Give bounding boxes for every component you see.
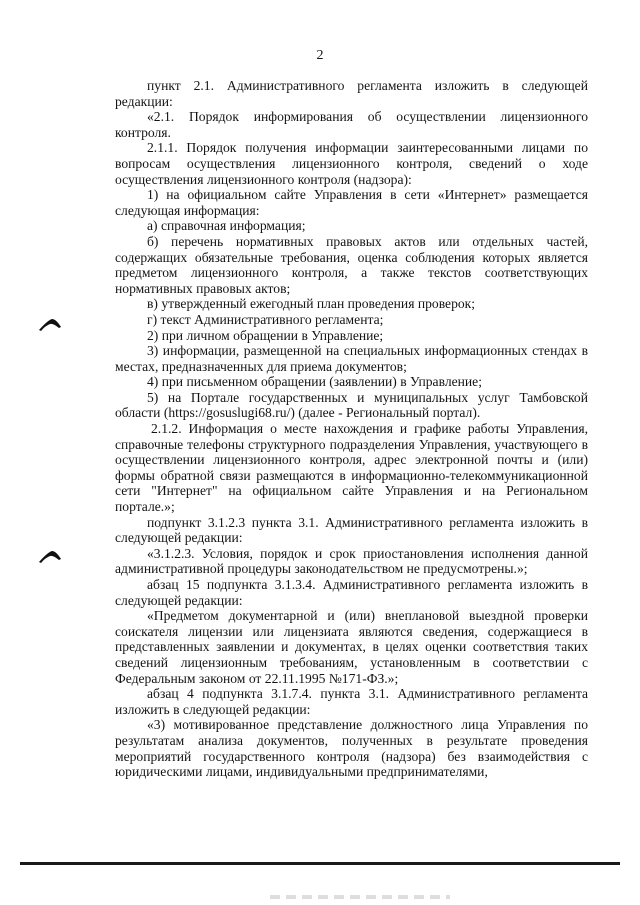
paragraph: «3.1.2.3. Условия, порядок и срок приостановления исполнения данной административной процедуры законодательством не предусмотрены.»; bbox=[115, 545, 588, 577]
paragraph: «3) мотивированное представление должностного лица Управления по результатам анализа документов, полученных в результате проведения мероприятий государственного контроля (надзора) без взаимодействия с юридическими лицами, индивидуальными предпринимателями, bbox=[115, 717, 588, 780]
paragraph: а) справочная информация; bbox=[147, 218, 306, 234]
paragraph: подпункт 3.1.2.3 пункта 3.1. Административного регламента изложить в следующей редакции: bbox=[115, 514, 588, 546]
paragraph: 3) информации, размещенной на специальных информационных стендах в местах, предназначенных для приема документов; bbox=[115, 343, 588, 374]
paragraph: абзац 15 подпункта 3.1.3.4. Административного регламента изложить в следующей редакции: bbox=[115, 577, 588, 608]
paragraph: в) утвержденный ежегодный план проведения проверок; bbox=[147, 296, 476, 312]
paragraph: г) текст Административного регламента; bbox=[147, 311, 384, 327]
paragraph: 2.1.1. Порядок получения информации заинтересованными лицами по вопросам осуществления лицензионного контроля, сведений о ходе осуществления лицензионного контроля (надзора): bbox=[115, 140, 588, 187]
document-body bbox=[115, 78, 588, 780]
paragraph: 1) на официальном сайте Управления в сети «Интернет» размещается следующая информация: bbox=[115, 187, 588, 218]
paragraph: 2.1.2. Информация о месте нахождения и графике работы Управления, справочные телефоны структурного подразделения Управления, участвующего в осуществлении лицензионного контроля, адрес электронной почты и (или) формы обратной связи размещаются в информационно-телекоммуникационной сети "Интернет" на официальном сайте Управления и на Региональном портале.»; bbox=[115, 421, 588, 515]
paragraph: «Предметом документарной и (или) внеплановой выездной проверки соискателя лицензии или лицензиата являются сведения, содержащиеся в представленных заявлении и документах, в целях оценки соответствия таких сведений лицензионным требованиям, установленным в соответствии с Федеральным законом от 22.11.1995 №171-ФЗ.»; bbox=[115, 608, 588, 686]
paragraph: абзац 4 подпункта 3.1.7.4. пункта 3.1. Административного регламента изложить в следующей редакции: bbox=[115, 686, 588, 717]
page-bottom-rule bbox=[20, 862, 620, 865]
paragraph: б) перечень нормативных правовых актов или отдельных частей, содержащих обязательные требования, оценка соблюдения которых является предметом лицензионного контроля, а также текстов соответствующих нормативных правовых актов; bbox=[115, 233, 588, 296]
page-number: 2 bbox=[316, 48, 324, 63]
scan-artifact bbox=[270, 895, 450, 899]
margin-mark-icon bbox=[38, 318, 62, 332]
margin-mark-icon bbox=[38, 550, 62, 564]
paragraph: «2.1. Порядок информирования об осуществлении лицензионного контроля. bbox=[115, 109, 588, 140]
paragraph: 4) при письменном обращении (заявлении) в Управление; bbox=[147, 374, 482, 390]
paragraph: 5) на Портале государственных и муниципальных услуг Тамбовской области (https://gosuslugi68.ru/) (далее - Региональный портал). bbox=[115, 389, 588, 421]
paragraph: 2) при личном обращении в Управление; bbox=[147, 327, 384, 343]
paragraph: пункт 2.1. Административного регламента изложить в следующей редакции: bbox=[115, 78, 588, 109]
